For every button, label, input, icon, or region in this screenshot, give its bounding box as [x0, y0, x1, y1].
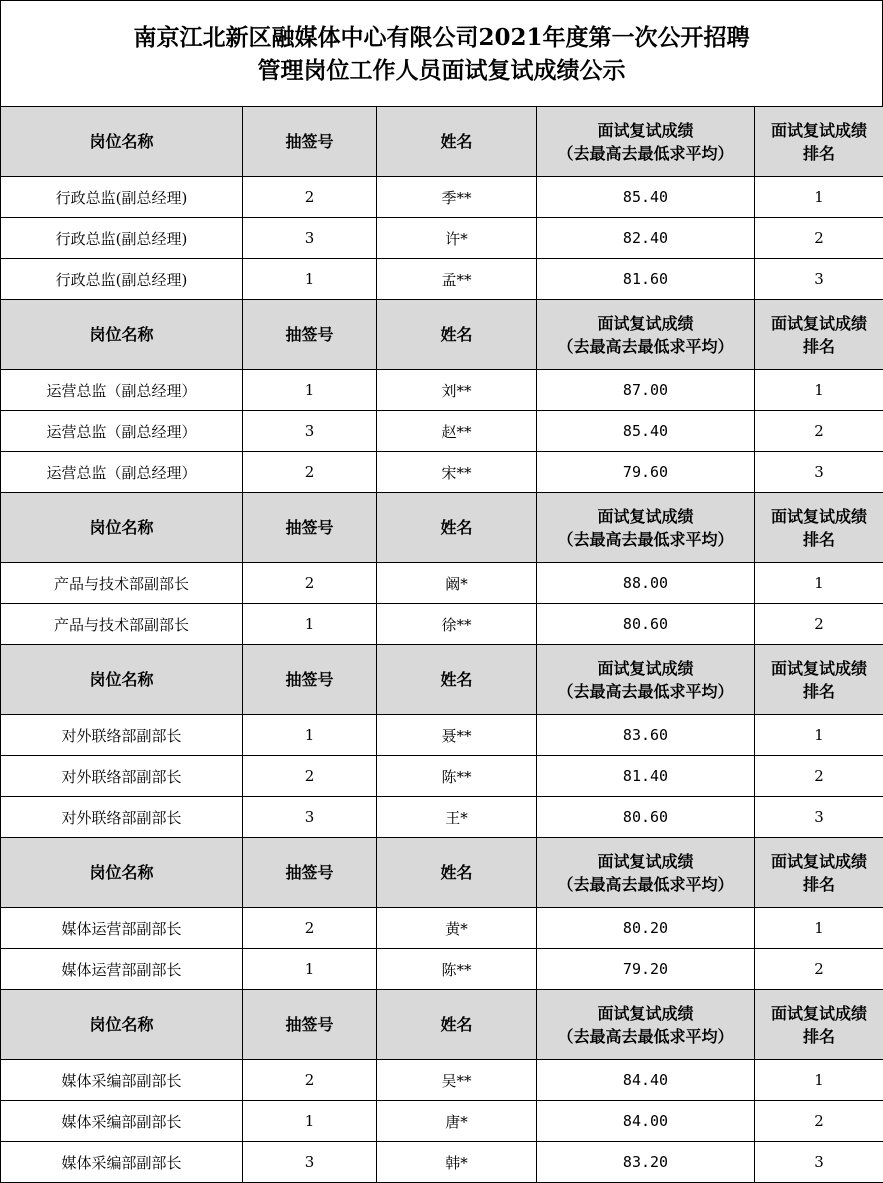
- header-rank-line-1: 面试复试成绩: [770, 1003, 867, 1023]
- cell-score: 81.60: [537, 259, 755, 300]
- header-name: 姓名: [377, 107, 537, 177]
- header-score: [537, 300, 755, 370]
- header-rank-line-1: 面试复试成绩: [770, 506, 867, 526]
- header-lot: 抽签号: [243, 107, 377, 177]
- cell-name: 孟**: [377, 259, 537, 300]
- header-score: [537, 645, 755, 715]
- header-rank: [755, 107, 883, 177]
- header-rank: [755, 645, 883, 715]
- table-row: [1, 218, 883, 259]
- header-score-line-2: （去最高去最低求平均）: [557, 143, 734, 163]
- header-score-line-1: 面试复试成绩: [597, 1003, 694, 1023]
- header-score: [537, 107, 755, 177]
- cell-lot: 2: [243, 563, 377, 604]
- cell-name: 阚*: [377, 563, 537, 604]
- cell-rank: 1: [755, 370, 883, 411]
- cell-rank: 3: [755, 259, 883, 300]
- header-lot: 抽签号: [243, 838, 377, 908]
- cell-rank: 3: [755, 452, 883, 493]
- cell-score: 88.00: [537, 563, 755, 604]
- header-rank-line-2: 排名: [802, 529, 835, 549]
- cell-score: 81.40: [537, 756, 755, 797]
- header-score: [537, 493, 755, 563]
- header-name: 姓名: [377, 990, 537, 1060]
- table-row: [1, 1060, 883, 1101]
- header-rank-line-1: 面试复试成绩: [770, 658, 867, 678]
- header-name: 姓名: [377, 838, 537, 908]
- table-header-row: [1, 107, 883, 177]
- cell-lot: 3: [243, 797, 377, 838]
- table-header-row: [1, 838, 883, 908]
- header-score-line-1: 面试复试成绩: [597, 120, 694, 140]
- cell-position: 媒体运营部副部长: [1, 908, 243, 949]
- cell-lot: 1: [243, 949, 377, 990]
- cell-rank: 1: [755, 908, 883, 949]
- header-rank-line-2: 排名: [802, 1026, 835, 1046]
- cell-rank: 2: [755, 411, 883, 452]
- cell-lot: 3: [243, 218, 377, 259]
- table-row: [1, 1101, 883, 1142]
- header-rank-line-1: 面试复试成绩: [770, 120, 867, 140]
- page-title: [0, 0, 883, 106]
- header-position: 岗位名称: [1, 645, 243, 715]
- cell-name: 陈**: [377, 756, 537, 797]
- cell-position: 运营总监（副总经理）: [1, 411, 243, 452]
- header-position: 岗位名称: [1, 838, 243, 908]
- cell-lot: 3: [243, 1142, 377, 1183]
- cell-score: 80.60: [537, 797, 755, 838]
- header-score: [537, 838, 755, 908]
- cell-name: 唐*: [377, 1101, 537, 1142]
- table-header-row: [1, 300, 883, 370]
- cell-name: 陈**: [377, 949, 537, 990]
- cell-score: 83.60: [537, 715, 755, 756]
- title-line-2: 管理岗位工作人员面试复试成绩公示: [257, 56, 626, 84]
- table-row: [1, 452, 883, 493]
- header-score-line-1: 面试复试成绩: [597, 506, 694, 526]
- header-lot: 抽签号: [243, 493, 377, 563]
- cell-score: 79.60: [537, 452, 755, 493]
- score-table: [0, 106, 883, 1183]
- cell-name: 吴**: [377, 1060, 537, 1101]
- header-position: 岗位名称: [1, 107, 243, 177]
- header-rank-line-2: 排名: [802, 143, 835, 163]
- cell-lot: 2: [243, 1060, 377, 1101]
- cell-score: 79.20: [537, 949, 755, 990]
- table-row: [1, 411, 883, 452]
- cell-score: 80.60: [537, 604, 755, 645]
- table-row: [1, 715, 883, 756]
- cell-name: 聂**: [377, 715, 537, 756]
- header-score-line-2: （去最高去最低求平均）: [557, 1026, 734, 1046]
- cell-rank: 2: [755, 1101, 883, 1142]
- cell-rank: 2: [755, 756, 883, 797]
- table-row: [1, 370, 883, 411]
- header-score: [537, 990, 755, 1060]
- cell-lot: 2: [243, 177, 377, 218]
- header-rank-line-2: 排名: [802, 336, 835, 356]
- cell-position: 对外联络部副部长: [1, 715, 243, 756]
- cell-rank: 2: [755, 604, 883, 645]
- cell-score: 87.00: [537, 370, 755, 411]
- header-rank-line-2: 排名: [802, 874, 835, 894]
- cell-rank: 3: [755, 797, 883, 838]
- table-row: [1, 604, 883, 645]
- header-rank: [755, 300, 883, 370]
- cell-lot: 1: [243, 604, 377, 645]
- header-rank: [755, 838, 883, 908]
- header-rank-line-2: 排名: [802, 681, 835, 701]
- cell-rank: 2: [755, 218, 883, 259]
- cell-score: 85.40: [537, 411, 755, 452]
- cell-name: 刘**: [377, 370, 537, 411]
- table-header-row: [1, 645, 883, 715]
- cell-position: 行政总监(副总经理): [1, 259, 243, 300]
- header-position: 岗位名称: [1, 493, 243, 563]
- header-rank: [755, 493, 883, 563]
- cell-lot: 3: [243, 411, 377, 452]
- table-header-row: [1, 493, 883, 563]
- header-lot: 抽签号: [243, 990, 377, 1060]
- table-row: [1, 259, 883, 300]
- header-score-line-1: 面试复试成绩: [597, 658, 694, 678]
- table-row: [1, 797, 883, 838]
- cell-position: 产品与技术部副部长: [1, 604, 243, 645]
- header-position: 岗位名称: [1, 300, 243, 370]
- header-name: 姓名: [377, 645, 537, 715]
- cell-lot: 2: [243, 756, 377, 797]
- table-row: [1, 563, 883, 604]
- cell-position: 对外联络部副部长: [1, 797, 243, 838]
- cell-name: 韩*: [377, 1142, 537, 1183]
- table-row: [1, 908, 883, 949]
- cell-score: 84.40: [537, 1060, 755, 1101]
- cell-name: 黄*: [377, 908, 537, 949]
- cell-score: 80.20: [537, 908, 755, 949]
- header-score-line-2: （去最高去最低求平均）: [557, 681, 734, 701]
- header-score-line-1: 面试复试成绩: [597, 851, 694, 871]
- cell-score: 84.00: [537, 1101, 755, 1142]
- cell-name: 宋**: [377, 452, 537, 493]
- cell-rank: 3: [755, 1142, 883, 1183]
- cell-lot: 1: [243, 715, 377, 756]
- header-position: 岗位名称: [1, 990, 243, 1060]
- header-name: 姓名: [377, 493, 537, 563]
- cell-name: 王*: [377, 797, 537, 838]
- cell-rank: 1: [755, 715, 883, 756]
- cell-position: 行政总监(副总经理): [1, 218, 243, 259]
- cell-name: 许*: [377, 218, 537, 259]
- header-score-line-2: （去最高去最低求平均）: [557, 529, 734, 549]
- cell-score: 83.20: [537, 1142, 755, 1183]
- cell-position: 运营总监（副总经理）: [1, 370, 243, 411]
- cell-position: 行政总监(副总经理): [1, 177, 243, 218]
- cell-rank: 1: [755, 177, 883, 218]
- cell-lot: 1: [243, 259, 377, 300]
- cell-position: 媒体采编部副部长: [1, 1101, 243, 1142]
- header-score-line-2: （去最高去最低求平均）: [557, 336, 734, 356]
- table-row: [1, 177, 883, 218]
- cell-lot: 2: [243, 452, 377, 493]
- table-header-row: [1, 990, 883, 1060]
- header-score-line-2: （去最高去最低求平均）: [557, 874, 734, 894]
- cell-score: 85.40: [537, 177, 755, 218]
- cell-position: 媒体采编部副部长: [1, 1060, 243, 1101]
- cell-position: 媒体运营部副部长: [1, 949, 243, 990]
- header-score-line-1: 面试复试成绩: [597, 313, 694, 333]
- header-rank-line-1: 面试复试成绩: [770, 313, 867, 333]
- header-rank: [755, 990, 883, 1060]
- cell-name: 季**: [377, 177, 537, 218]
- cell-lot: 1: [243, 370, 377, 411]
- cell-rank: 1: [755, 563, 883, 604]
- score-table-body: [1, 107, 883, 1183]
- cell-score: 82.40: [537, 218, 755, 259]
- header-name: 姓名: [377, 300, 537, 370]
- table-row: [1, 949, 883, 990]
- title-line-1: 南京江北新区融媒体中心有限公司2021年度第一次公开招聘: [133, 23, 750, 51]
- cell-lot: 2: [243, 908, 377, 949]
- cell-position: 媒体采编部副部长: [1, 1142, 243, 1183]
- cell-rank: 1: [755, 1060, 883, 1101]
- cell-position: 运营总监（副总经理）: [1, 452, 243, 493]
- cell-rank: 2: [755, 949, 883, 990]
- cell-name: 赵**: [377, 411, 537, 452]
- header-rank-line-1: 面试复试成绩: [770, 851, 867, 871]
- header-lot: 抽签号: [243, 645, 377, 715]
- header-lot: 抽签号: [243, 300, 377, 370]
- table-row: [1, 756, 883, 797]
- table-row: [1, 1142, 883, 1183]
- cell-name: 徐**: [377, 604, 537, 645]
- cell-lot: 1: [243, 1101, 377, 1142]
- cell-position: 产品与技术部副部长: [1, 563, 243, 604]
- cell-position: 对外联络部副部长: [1, 756, 243, 797]
